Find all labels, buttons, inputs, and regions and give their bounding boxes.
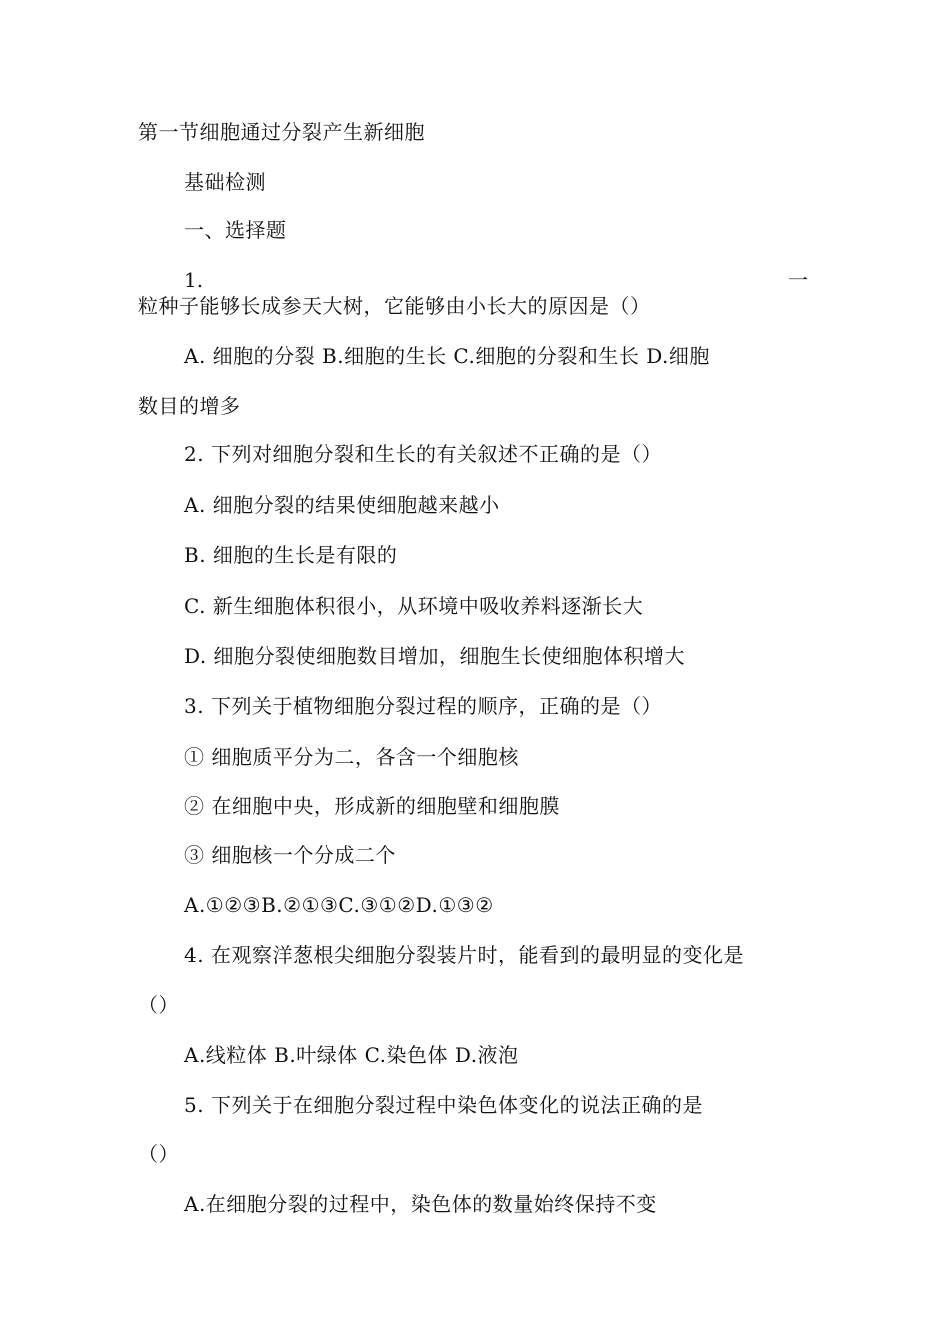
question-1-options-cont: 数目的增多 — [138, 394, 241, 418]
question-2-option-b: B. 细胞的生长是有限的 — [184, 543, 398, 567]
question-1-number: 1. — [184, 268, 204, 292]
question-1-options: A. 细胞的分裂 B.细胞的生长 C.细胞的分裂和生长 D.细胞 — [184, 344, 710, 368]
question-3-stem: 3. 下列关于植物细胞分裂过程的顺序，正确的是（） — [184, 694, 662, 718]
question-2-option-c: C. 新生细胞体积很小，从环境中吸收养料逐渐长大 — [184, 594, 644, 618]
question-3-options: A.①②③B.②①③C.③①②D.①③② — [184, 893, 494, 917]
question-4-stem: 4. 在观察洋葱根尖细胞分裂装片时，能看到的最明显的变化是 — [184, 943, 744, 967]
question-4-paren: （） — [138, 993, 179, 1017]
section-heading: 基础检测 — [184, 170, 266, 194]
question-3-step-2: ② 在细胞中央，形成新的细胞壁和细胞膜 — [184, 794, 560, 818]
question-5-option-a: A.在细胞分裂的过程中，染色体的数量始终保持不变 — [184, 1192, 657, 1216]
question-5-paren: （） — [138, 1142, 179, 1166]
part-heading: 一、选择题 — [184, 218, 287, 242]
question-4-options: A.线粒体 B.叶绿体 C.染色体 D.液泡 — [184, 1043, 519, 1067]
question-1-lead-char: 一 — [788, 268, 808, 292]
question-2-option-a: A. 细胞分裂的结果使细胞越来越小 — [184, 493, 500, 517]
question-5-stem: 5. 下列关于在细胞分裂过程中染色体变化的说法正确的是 — [184, 1093, 703, 1117]
question-1-stem: 粒种子能够长成参天大树，它能够由小长大的原因是（） — [138, 294, 651, 318]
question-2-option-d: D. 细胞分裂使细胞数目增加，细胞生长使细胞体积增大 — [184, 644, 686, 668]
question-2-stem: 2. 下列对细胞分裂和生长的有关叙述不正确的是（） — [184, 442, 662, 466]
question-3-step-3: ③ 细胞核一个分成二个 — [184, 843, 396, 867]
question-3-step-1: ① 细胞质平分为二，各含一个细胞核 — [184, 745, 519, 769]
document-title: 第一节细胞通过分裂产生新细胞 — [138, 120, 425, 144]
